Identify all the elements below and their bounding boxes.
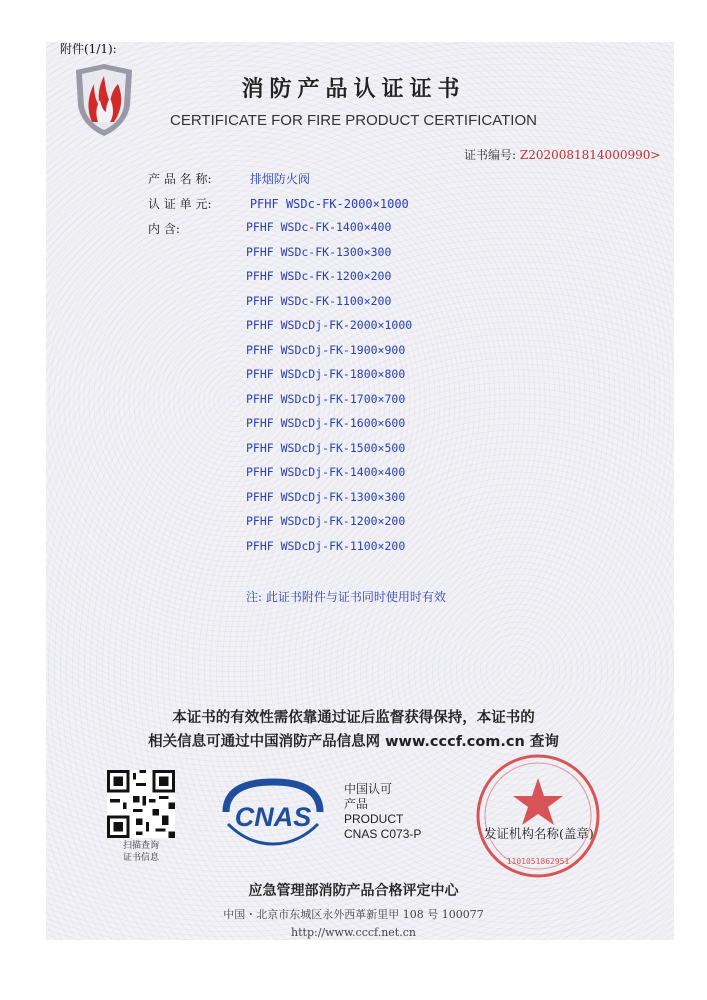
- product-name-value: 排烟防火阀: [249, 172, 310, 186]
- certificate-title-en: CERTIFICATE FOR FIRE PRODUCT CERTIFICATION: [170, 112, 537, 129]
- validity-line-1: 本证书的有效性需依靠通过证后监督获得保持，本证书的: [172, 710, 535, 726]
- contents-item: PFHF WSDcDj-FK-1400×400: [246, 465, 406, 479]
- center-url[interactable]: http://www.cccf.net.cn: [291, 926, 416, 939]
- product-name-label: 产 品 名 称:: [148, 172, 212, 186]
- unit-value: PFHF WSDc-FK-2000×1000: [249, 197, 409, 211]
- contents-item: PFHF WSDcDj-FK-1300×300: [246, 489, 406, 504]
- unit-row: [148, 195, 409, 212]
- contents-item: PFHF WSDcDj-FK-1500×500: [246, 440, 406, 455]
- issuing-center-name: 应急管理部消防产品合格评定中心: [248, 883, 459, 899]
- contents-item: PFHF WSDc-FK-1100×200: [246, 293, 392, 308]
- certificate-number-label: 证书编号:: [464, 148, 517, 162]
- validity-line-2: 相关信息可通过中国消防产品信息网 www.cccf.com.cn 查询: [148, 734, 559, 750]
- cnas-logo: [218, 778, 328, 848]
- accreditation-line-3: PRODUCT: [344, 812, 404, 826]
- contents-item: PFHF WSDcDj-FK-1700×700: [246, 391, 406, 406]
- contents-item: PFHF WSDcDj-FK-1100×200: [246, 538, 406, 553]
- contents-item: PFHF WSDcDj-FK-2000×1000: [246, 318, 413, 332]
- contents-label: 内 含:: [148, 222, 180, 236]
- accreditation-text: [344, 782, 421, 842]
- certificate-title-cn: 消防产品认证证书: [241, 77, 466, 102]
- contents-item: PFHF WSDc-FK-1400×400: [246, 220, 392, 234]
- issuer-label: 发证机构名称(盖章): [484, 826, 594, 841]
- qr-code[interactable]: [107, 770, 175, 838]
- contents-item: PFHF WSDcDj-FK-1600×600: [246, 416, 406, 430]
- stamp-number: 1101051862951: [506, 857, 570, 866]
- qr-caption-line-2: 证书信息: [122, 853, 159, 863]
- official-red-stamp: [474, 752, 602, 880]
- qr-caption: [104, 840, 178, 864]
- unit-label: 认 证 单 元:: [148, 197, 212, 211]
- product-name-row: [148, 170, 310, 187]
- validity-statement: [0, 706, 707, 754]
- contents-item: PFHF WSDcDj-FK-1200×200: [246, 514, 406, 528]
- accreditation-line-1: 中国认可: [344, 782, 393, 796]
- accreditation-line-2: 产品: [344, 797, 369, 811]
- cnas-logo-text: CNAS: [234, 802, 312, 832]
- contents-item: PFHF WSDc-FK-1200×200: [246, 269, 392, 283]
- certificate-number-value: Z2020081814000990>: [519, 148, 661, 162]
- qr-caption-line-1: 扫描查询: [122, 841, 159, 851]
- center-address: 中国・北京市东城区永外西革新里甲 108 号 100077: [223, 908, 484, 921]
- contents-item: PFHF WSDcDj-FK-1800×800: [246, 367, 406, 381]
- contents-item: PFHF WSDcDj-FK-1900×900: [246, 342, 406, 357]
- contents-list: [246, 220, 412, 563]
- accreditation-line-4: CNAS C073-P: [344, 827, 422, 841]
- certificate-number: [464, 146, 660, 163]
- contents-item: PFHF WSDc-FK-1300×300: [246, 244, 392, 259]
- attachment-label: 附件(1/1):: [60, 42, 117, 56]
- attachment-note: 注: 此证书附件与证书同时使用时有效: [246, 590, 446, 604]
